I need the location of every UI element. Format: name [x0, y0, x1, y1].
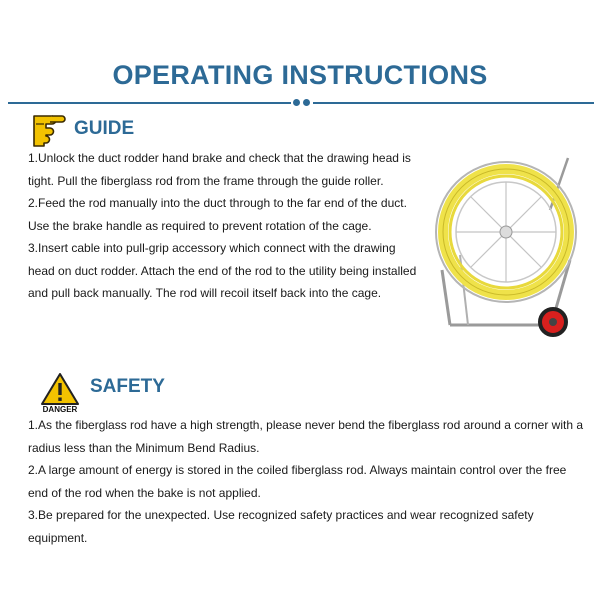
title-divider-left [8, 102, 291, 104]
title-divider-dot [303, 99, 310, 106]
title-divider-right [313, 102, 594, 104]
duct-rodder-reel-illustration [420, 150, 600, 345]
warning-triangle-icon [40, 372, 80, 406]
safety-item: 3.Be prepared for the unexpected. Use recognized safety practices and wear recognized safety equipment. [28, 508, 534, 545]
danger-label: DANGER [42, 405, 78, 414]
guide-step: 2.Feed the rod manually into the duct through to the far end of the duct. Use the brake handle as required to prevent rotation of the cage. [28, 196, 407, 233]
safety-item: 1.As the fiberglass rod have a high strength, please never bend the fiberglass rod around a corner with a radius less than the Minimum Bend Radius. [28, 418, 584, 455]
guide-heading: GUIDE [74, 118, 135, 139]
page-title: OPERATING INSTRUCTIONS [112, 60, 488, 90]
safety-item: 2.A large amount of energy is stored in the coiled fiberglass rod. Always maintain control over the free end of the rod when the bake is not applied. [28, 463, 567, 500]
guide-step: 3.Insert cable into pull-grip accessory which connect with the drawing head on duct rodder. Attach the end of the rod to the utility being installed and pull back manually. The rod will recoil itself back into the cage. [28, 241, 417, 300]
title-divider-dot [293, 99, 300, 106]
pointing-hand-icon [32, 110, 68, 148]
guide-step: 1.Unlock the duct rodder hand brake and check that the drawing head is tight. Pull the fiberglass rod from the frame through the guide roller. [28, 151, 411, 188]
guide-steps [28, 147, 420, 305]
safety-items [28, 414, 588, 549]
safety-heading: SAFETY [90, 376, 165, 397]
